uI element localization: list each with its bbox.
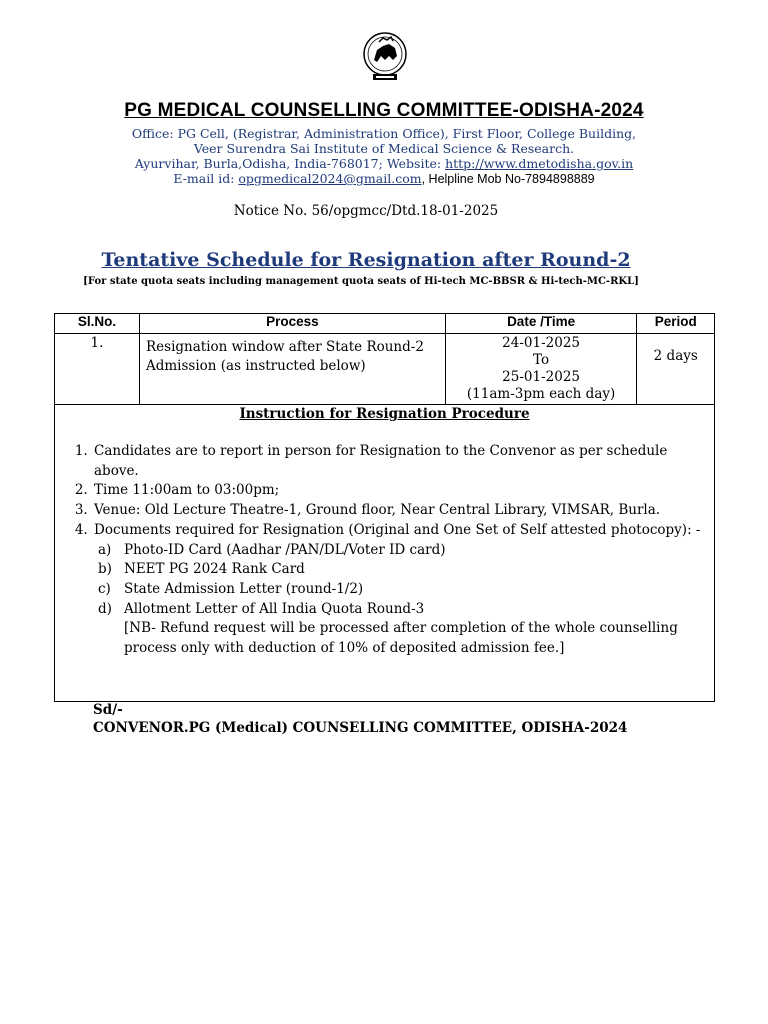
cell-period: 2 days [637, 334, 715, 405]
signature-sd: Sd/- [93, 702, 123, 718]
time-note: (11am-3pm each day) [466, 386, 616, 402]
list-item: 3. Venue: Old Lecture Theatre-1, Ground floor, Near Central Library, VIMSAR, Burla. [92, 501, 714, 521]
instruction-heading: Instruction for Resignation Procedure [239, 406, 530, 422]
refund-note: [NB- Refund request will be processed after completion of the whole counselling process only with deduction of 10% of deposited admission fee.] [124, 620, 678, 657]
item-letter: c) [98, 580, 111, 597]
address-text: Ayurvihar, Burla,Odisha, India-768017; Website: [134, 156, 446, 171]
office-line-3 [0, 156, 768, 171]
item-text: Photo-ID Card (Aadhar /PAN/DL/Voter ID card) [124, 541, 446, 558]
cell-date-time [445, 334, 637, 405]
header-date-time: Date /Time [445, 314, 637, 334]
documents-list [94, 541, 714, 620]
item-text: State Admission Letter (round-1/2) [124, 580, 364, 597]
office-line-2: Veer Surendra Sai Institute of Medical Science & Research. [193, 141, 575, 156]
website-link[interactable]: http://www.dmetodisha.gov.in [445, 156, 634, 171]
table-header-row [55, 314, 715, 334]
convenor-signature: CONVENOR.PG (Medical) COUNSELLING COMMITTEE, ODISHA-2024 [93, 720, 628, 736]
cell-sl-no: 1. [55, 334, 140, 405]
item-text: NEET PG 2024 Rank Card [124, 561, 305, 578]
item-letter: a) [98, 541, 112, 558]
item-letter: d) [98, 600, 112, 617]
date-from: 24-01-2025 [502, 335, 580, 351]
list-item [98, 560, 714, 580]
email-link[interactable]: opgmedical2024@gmail.com [238, 171, 422, 186]
header-period: Period [637, 314, 715, 334]
instruction-list [55, 442, 714, 659]
committee-title: PG MEDICAL COUNSELLING COMMITTEE-ODISHA-2024 [124, 100, 644, 121]
cell-process: Resignation window after State Round-2 Admission (as instructed below) [139, 334, 445, 405]
list-item [98, 580, 714, 600]
instruction-cell [55, 405, 715, 702]
schedule-table [54, 313, 715, 702]
table-row [55, 334, 715, 405]
instruction-row [55, 405, 715, 702]
helpline-text: , Helpline Mob No-7894898889 [421, 172, 595, 186]
office-line-1: Office: PG Cell, (Registrar, Administration Office), First Floor, College Building, [131, 126, 637, 141]
list-item [98, 541, 714, 561]
header-process: Process [139, 314, 445, 334]
email-label: E-mail id: [173, 171, 239, 186]
list-item: 1. Candidates are to report in person for Resignation to the Convenor as per schedule above. [92, 442, 714, 481]
notice-number: Notice No. 56/opgmcc/Dtd.18-01-2025 [233, 203, 499, 219]
item-letter: b) [98, 561, 112, 578]
list-item: 2. Time 11:00am to 03:00pm; [92, 481, 714, 501]
odisha-state-emblem-icon [359, 30, 411, 86]
schedule-subnote: [For state quota seats including management quota seats of Hi-tech MC-BBSR & Hi-tech-MC-RKL] [83, 276, 639, 287]
documents-required-text: Documents required for Resignation (Original and One Set of Self attested photocopy): - [94, 521, 701, 538]
office-address [0, 126, 768, 187]
item-text: Allotment Letter of All India Quota Round-3 [124, 600, 425, 617]
schedule-title: Tentative Schedule for Resignation after Round-2 [101, 249, 631, 271]
date-to-label: To [533, 352, 550, 368]
date-to: 25-01-2025 [502, 369, 580, 385]
list-item [98, 600, 714, 620]
contact-line [0, 171, 768, 187]
list-item [92, 521, 714, 659]
header-sl-no: Sl.No. [55, 314, 140, 334]
